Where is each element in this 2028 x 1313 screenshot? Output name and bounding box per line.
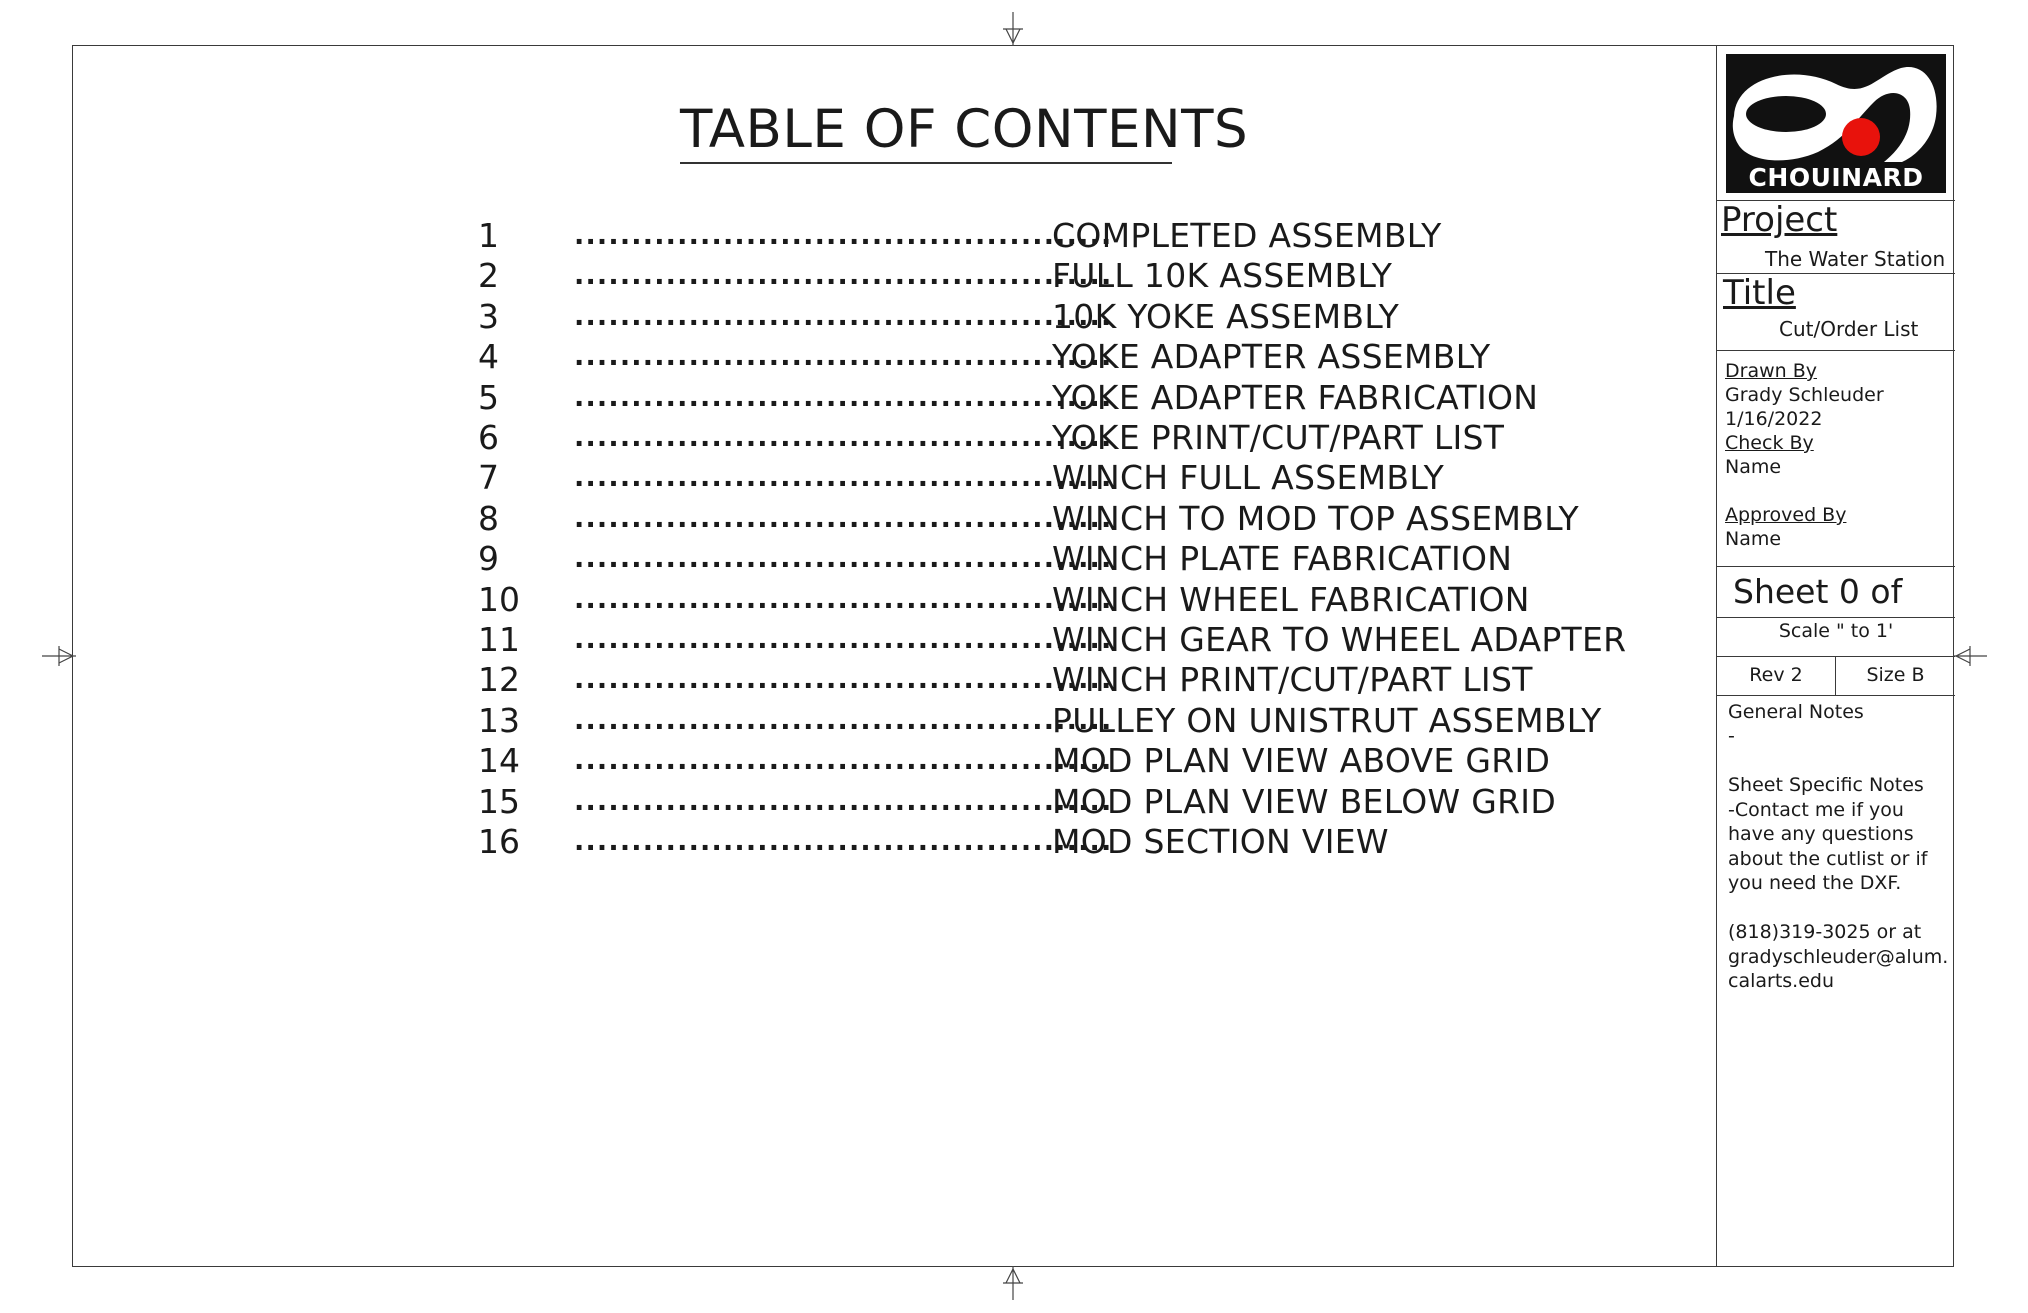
toc-entry-label: FULL 10K ASSEMBLY <box>1052 256 1393 296</box>
toc-entry-label: MOD PLAN VIEW ABOVE GRID <box>1052 741 1551 781</box>
toc-entry <box>478 418 1608 458</box>
toc-entry <box>478 660 1608 700</box>
sheet-number: Sheet 0 of <box>1733 572 1903 611</box>
toc-leader-dots: ............................................... <box>574 462 1113 494</box>
drawn-date: 1/16/2022 <box>1725 408 1823 430</box>
toc-entry <box>478 580 1608 620</box>
toc-entry-label: YOKE ADAPTER FABRICATION <box>1052 377 1539 417</box>
check-by-label: Check By <box>1725 432 1814 454</box>
toc-leader-dots: ............................................... <box>574 341 1113 373</box>
toc-entry-label: WINCH FULL ASSEMBLY <box>1052 458 1445 498</box>
title-block <box>1716 45 1954 1267</box>
toc-entry-label: YOKE PRINT/CUT/PART LIST <box>1052 418 1505 457</box>
toc-entry-label: PULLEY ON UNISTRUT ASSEMBLY <box>1052 700 1602 740</box>
toc-entry-label: WINCH PRINT/CUT/PART LIST <box>1052 660 1533 700</box>
toc-entry <box>478 256 1608 296</box>
toc-entry-number: 15 <box>478 781 520 821</box>
toc-leader-dots: ............................................... <box>574 381 1113 413</box>
toc-entry-label: MOD PLAN VIEW BELOW GRID <box>1052 781 1557 821</box>
drawn-by-name: Grady Schleuder <box>1725 384 1884 406</box>
toc-leader-dots: ............................................... <box>574 220 1113 251</box>
toc-entry <box>478 297 1608 337</box>
toc-entry-label: YOKE ADAPTER ASSEMBLY <box>1052 337 1491 377</box>
toc-leader-dots: ............................................... <box>574 785 1113 817</box>
toc-entry-number: 3 <box>478 296 499 336</box>
toc-title: TABLE OF CONTENTS <box>680 100 1172 164</box>
toc-leader-dots: ............................................... <box>574 664 1113 696</box>
toc-leader-dots: ............................................... <box>574 422 1113 453</box>
project-value: The Water Station <box>1765 247 1946 271</box>
scale: Scale " to 1' <box>1778 620 1894 642</box>
toc-leader-dots: ............................................... <box>574 826 1113 857</box>
toc-entry <box>478 620 1627 660</box>
toc-entry-number: 7 <box>478 458 499 498</box>
toc-entry-number: 6 <box>478 418 499 457</box>
registration-mark-left <box>42 641 76 671</box>
toc-entry-label: WINCH WHEEL FABRICATION <box>1052 579 1530 619</box>
sheet-specific-notes: Sheet Specific Notes -Contact me if you have any questions about the cutlist or if you need the DXF. (818)319-3025 or at gradyschleuder@alum. calarts.edu <box>1728 774 1949 992</box>
logo-wordmark: CHOUINARD <box>1748 163 1924 192</box>
toc-entry-number: 12 <box>478 660 520 700</box>
toc-entry-number: 5 <box>478 377 499 417</box>
approved-by-label: Approved By <box>1725 504 1847 526</box>
toc-entry <box>478 499 1608 539</box>
revision: Rev 2 <box>1749 664 1803 686</box>
toc-entry-label: WINCH TO MOD TOP ASSEMBLY <box>1052 498 1579 538</box>
toc-entry-number: 13 <box>478 700 520 740</box>
title-value: Cut/Order List <box>1779 317 1919 341</box>
approved-by-name: Name <box>1725 528 1782 550</box>
project-label: Project <box>1721 200 1838 240</box>
toc-entry <box>478 337 1608 377</box>
toc-entry-label: COMPLETED ASSEMBLY <box>1052 216 1442 255</box>
toc-leader-dots: ............................................... <box>574 583 1113 615</box>
toc-entry-number: 10 <box>478 579 520 619</box>
paper-size: Size B <box>1866 664 1925 686</box>
toc-entry-label: MOD SECTION VIEW <box>1052 822 1389 861</box>
general-notes-value: - <box>1728 725 1735 747</box>
toc-entry-label: WINCH GEAR TO WHEEL ADAPTER <box>1052 620 1627 659</box>
toc-entry-number: 8 <box>478 498 499 538</box>
toc-leader-dots: ............................................... <box>574 300 1113 332</box>
check-by-name: Name <box>1725 456 1782 478</box>
title-label: Title <box>1723 273 1796 313</box>
registration-mark-bottom <box>998 1266 1028 1300</box>
toc-entry-number: 4 <box>478 337 499 377</box>
toc-entry-label: 10K YOKE ASSEMBLY <box>1052 296 1400 336</box>
chouinard-logo <box>1726 54 1946 193</box>
general-notes-label: General Notes <box>1728 701 1864 723</box>
toc-entry-number: 11 <box>478 620 520 659</box>
toc-entry <box>478 458 1608 498</box>
toc-entry <box>478 782 1608 822</box>
drawn-by-label: Drawn By <box>1725 360 1817 382</box>
toc-entry <box>478 822 1608 862</box>
toc-entry-number: 16 <box>478 822 520 861</box>
toc-leader-dots: ............................................... <box>574 543 1113 575</box>
toc-leader-dots: ............................................... <box>574 260 1113 292</box>
toc-entry <box>478 539 1608 579</box>
registration-mark-right <box>1953 641 1987 671</box>
toc-entry <box>478 741 1608 781</box>
toc-entry <box>478 701 1608 741</box>
toc-entry-number: 14 <box>478 741 520 781</box>
toc-entry <box>478 216 1608 256</box>
toc-leader-dots: ............................................... <box>574 624 1113 655</box>
registration-mark-top <box>998 12 1028 46</box>
toc-entry-label: WINCH PLATE FABRICATION <box>1052 539 1513 579</box>
toc-leader-dots: ............................................... <box>574 704 1113 736</box>
toc-entry-number: 1 <box>478 216 499 255</box>
toc-entry <box>478 378 1608 418</box>
toc-leader-dots: ............................................... <box>574 745 1113 777</box>
toc-entry-number: 9 <box>478 539 499 579</box>
toc-entry-number: 2 <box>478 256 499 296</box>
toc-leader-dots: ............................................... <box>574 502 1113 534</box>
